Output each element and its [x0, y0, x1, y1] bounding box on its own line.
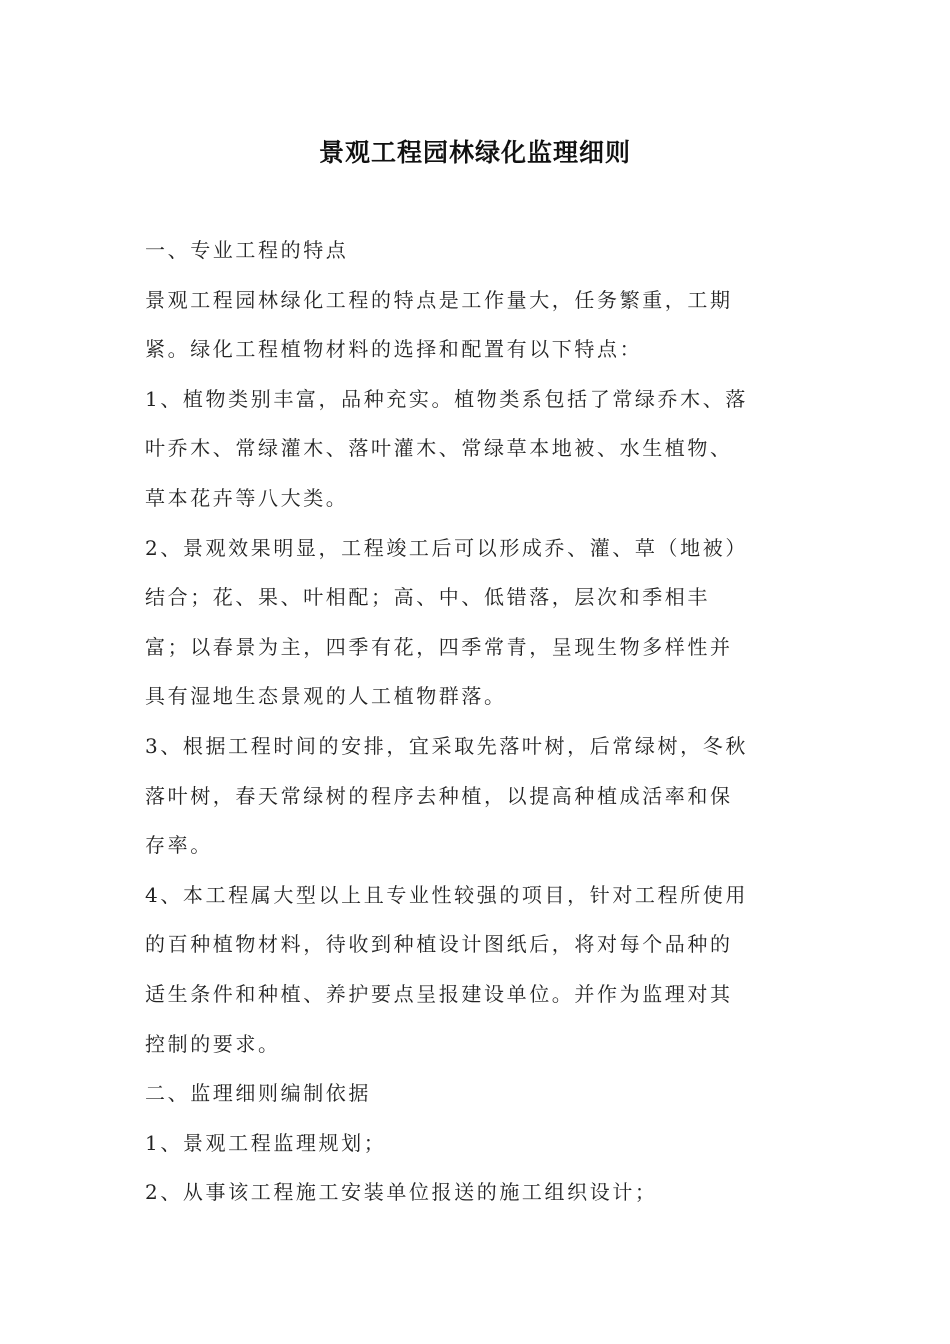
feature-item-1: 1、植物类别丰富，品种充实。植物类系包括了常绿乔木、落叶乔木、常绿灌木、落叶灌木、常绿草本地被、水生植物、草本花卉等八大类。	[145, 386, 748, 510]
basis-item-1: 1、景观工程监理规划；	[145, 1130, 387, 1155]
feature-item-3: 3、根据工程时间的安排，宜采取先落叶树，后常绿树，冬秋落叶树，春天常绿树的程序去种植，以提高种植成活率和保存率。	[145, 733, 748, 858]
intro-paragraph: 景观工程园林绿化工程的特点是工作量大，任务繁重，工期紧。绿化工程植物材料的选择和配置有以下特点：	[145, 287, 733, 362]
basis-item-2: 2、从事该工程施工安装单位报送的施工组织设计；	[145, 1180, 658, 1205]
section-heading-1: 一、专业工程的特点	[145, 238, 349, 262]
feature-item-2: 2、景观效果明显，工程竣工后可以形成乔、灌、草（地被）结合；花、果、叶相配；高、中、低错落，层次和季相丰富；以春景为主，四季有花，四季常青，呈现生物多样性并具有湿地生态景观的人工植物群落。	[145, 535, 748, 709]
document-body	[145, 226, 750, 1218]
feature-item-4: 4、本工程属大型以上且专业性较强的项目，针对工程所使用的百种植物材料，待收到种植设计图纸后，将对每个品种的适生条件和种植、养护要点呈报建设单位。并作为监理对其控制的要求。	[145, 882, 748, 1056]
document-title: 景观工程园林绿化监理细则	[318, 138, 631, 167]
section-heading-2: 二、监理细则编制依据	[145, 1081, 371, 1106]
